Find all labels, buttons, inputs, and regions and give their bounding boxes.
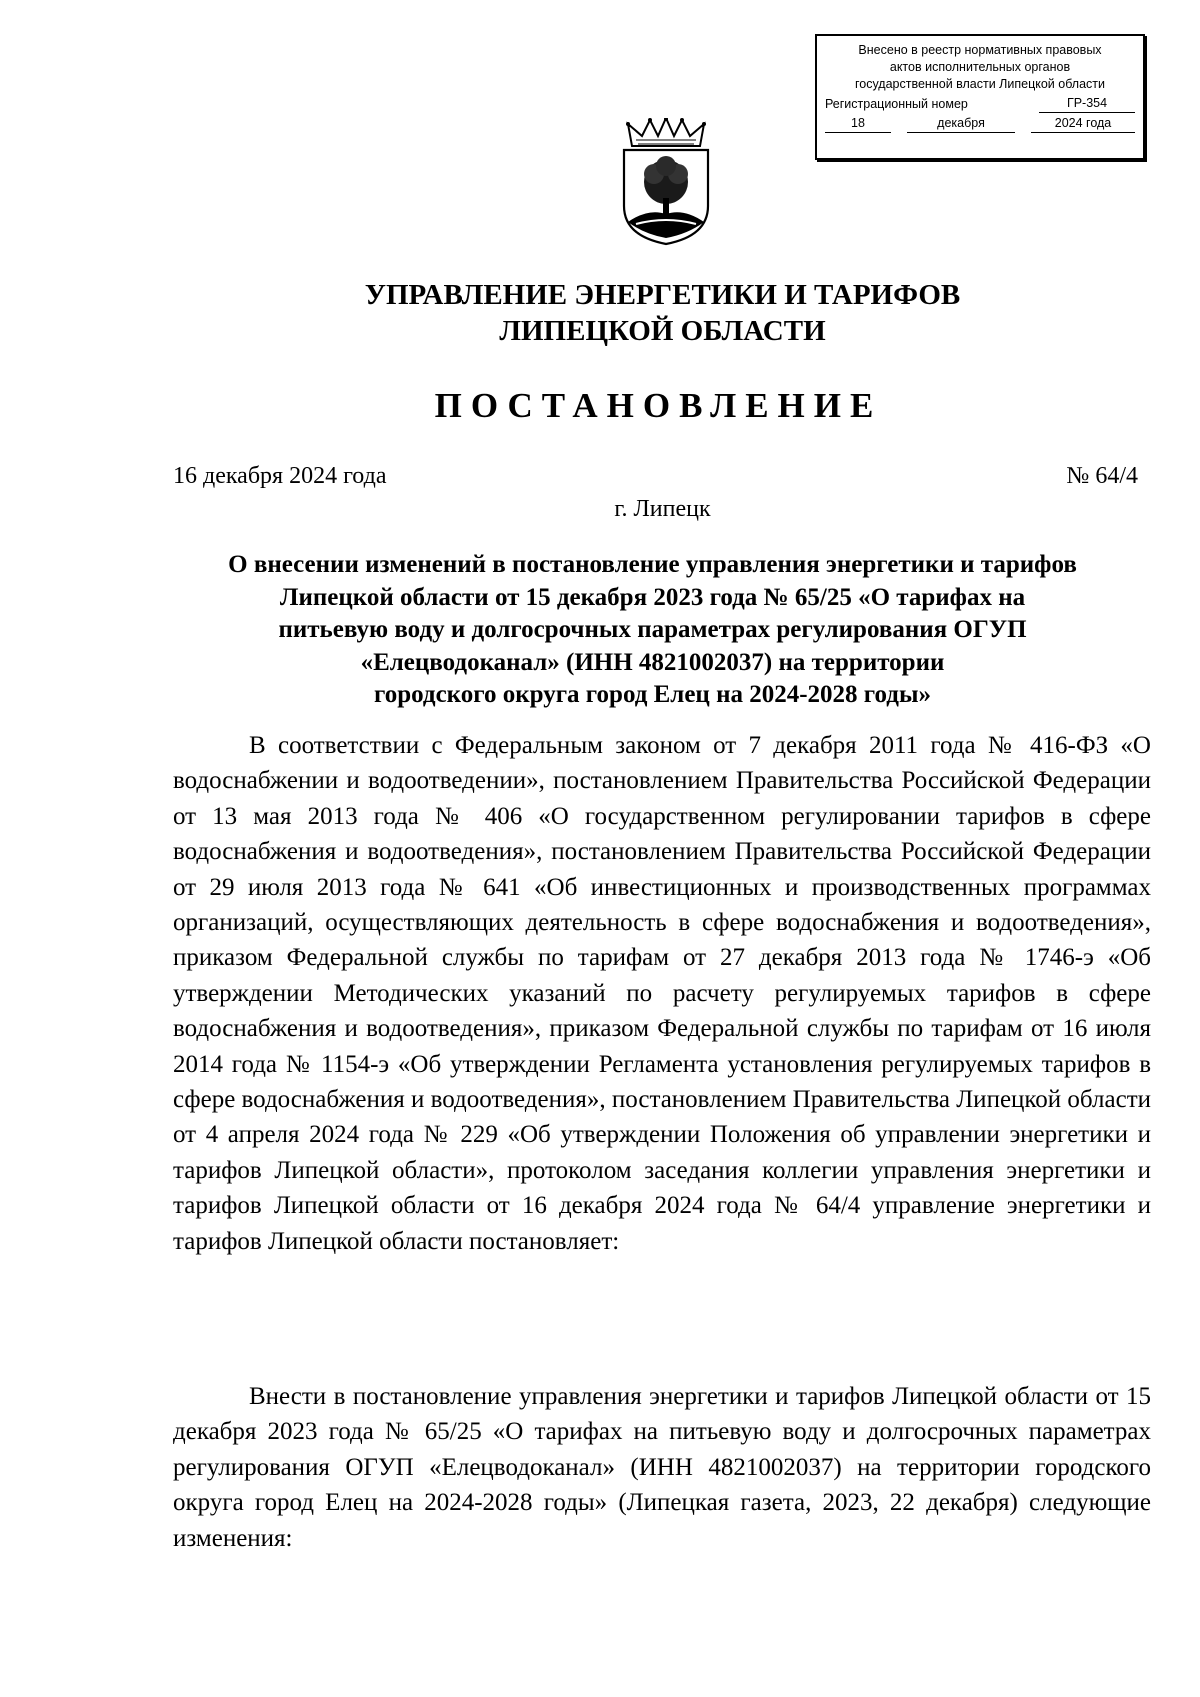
stamp-line-1: Внесено в реестр нормативных правовых [858, 43, 1102, 57]
stamp-day: 18 [825, 115, 891, 133]
stamp-line-2: актов исполнительных органов [889, 60, 1071, 74]
resolution-paragraph: Внести в постановление управления энергетики и тарифов Липецкой области от 15 декабря 2023 года № 65/25 «О тарифах на питьевую воду и долгосрочных параметрах регулирования ОГУП «Елецводоканал» (ИНН 4821002037) на территории городского округа город Елец на 2024-2028 годы» (Липецкая газета, 2023, 22 декабря) следующие изменения: [173, 1383, 1151, 1552]
document-city: г. Липецк [614, 496, 711, 522]
title-line-1: О внесении изменений в постановление управления энергетики и тарифов [228, 551, 1077, 578]
title-line-3: питьевую воду и долгосрочных параметрах регулирования ОГУП [278, 616, 1027, 643]
title-line-2: Липецкой области от 15 декабря 2023 года № 65/25 «О тарифах на [279, 583, 1026, 611]
stamp-line-3: государственной власти Липецкой области [854, 77, 1106, 91]
preamble-paragraph: В соответствии с Федеральным законом от 7 декабря 2011 года № 416-ФЗ «О водоснабжении и водоотведении», постановлением Правительства Российской Федерации от 13 мая 2013 года № 406 «О государственном регулировании тарифов в сфере водоснабжения и водоотведения», постановлением Правительства Российской Федерации от 29 июля 2013 года № 641 «Об инвестиционных и производственных программах организаций, осуществляющих деятельность в сфере водоснабжения и водоотведения», приказом Федеральной службы по тарифам от 27 декабря 2013 года № 1746-э «Об утверждении Методических указаний по расчету регулируемых тарифов в сфере водоснабжения и водоотведения», приказом Федеральной службы по тарифам от 16 июля 2014 года № 1154-э «Об утверждении Регламента установления регулируемых тарифов в сфере водоснабжения и водоотведения», постановлением Правительства Липецкой области от 4 апреля 2024 года № 229 «Об утверждении Положения об управлении энергетики и тарифов Липецкой области», протоколом заседания коллегии управления энергетики и тарифов Липецкой области от 16 декабря 2024 года № 64/4 управление энергетики и тарифов Липецкой области постановляет: [173, 732, 1151, 1255]
registry-stamp [815, 34, 1145, 160]
document-date: 16 декабря 2024 года [173, 463, 387, 489]
document-type: ПОСТАНОВЛЕНИЕ [434, 386, 883, 425]
coat-of-arms-icon [618, 118, 714, 246]
stamp-date-row [825, 115, 1135, 133]
org-line-2: ЛИПЕЦКОЙ ОБЛАСТИ [499, 315, 826, 347]
stamp-reg-label: Регистрационный номер [825, 97, 968, 111]
document-number: № 64/4 [1066, 463, 1138, 489]
stamp-reg-number: ГР-354 [1039, 95, 1135, 113]
organization-name [0, 277, 1200, 349]
stamp-month: декабря [907, 115, 1015, 133]
stamp-reg-row [825, 95, 1135, 113]
title-line-5: городского округа город Елец на 2024-2028 годы» [374, 681, 931, 708]
stamp-year: 2024 года [1031, 115, 1135, 133]
title-line-4: «Елецводоканал» (ИНН 4821002037) на территории [360, 648, 945, 676]
org-line-1: УПРАВЛЕНИЕ ЭНЕРГЕТИКИ И ТАРИФОВ [364, 279, 961, 311]
document-title [150, 549, 1155, 712]
